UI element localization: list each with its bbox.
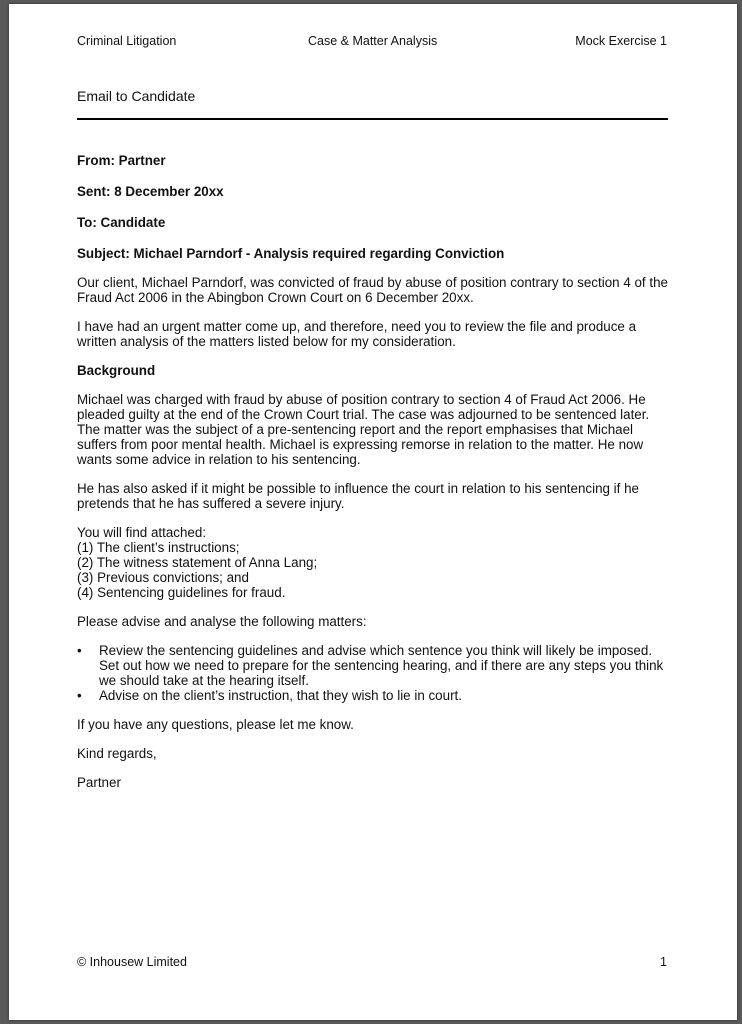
email-subject: Subject: Michael Parndorf - Analysis required regarding Conviction bbox=[77, 246, 505, 261]
header-section: Case & Matter Analysis bbox=[308, 34, 438, 48]
email-body bbox=[77, 153, 669, 790]
background-heading: Background bbox=[77, 363, 156, 378]
attachment-item: (3) Previous convictions; and bbox=[77, 570, 249, 585]
tasks-list bbox=[77, 643, 669, 703]
advise-intro: Please advise and analyse the following matters: bbox=[77, 614, 367, 629]
page-number: 1 bbox=[660, 955, 667, 969]
header-course: Criminal Litigation bbox=[77, 34, 177, 48]
header-divider bbox=[77, 118, 668, 120]
attachment-item: (2) The witness statement of Anna Lang; bbox=[77, 555, 318, 570]
footer-copyright: © Inhousew Limited bbox=[77, 955, 187, 969]
task-item: • Advise on the client’s instruction, that they wish to lie in court. bbox=[77, 688, 669, 703]
document-type-title: Email to Candidate bbox=[77, 88, 196, 104]
regards-line: Kind regards, bbox=[77, 746, 157, 761]
paragraph-injury-question: He has also asked if it might be possible to influence the court in relation to his sentencing if he pretends that he has suffered a severe injury. bbox=[77, 481, 639, 511]
paragraph-background: Michael was charged with fraud by abuse of position contrary to section 4 of Fraud Act 2006. He pleaded guilty at the end of the Crown Court trial. The case was adjourned to be sentenced later. The matter was the subject of a pre-sentencing report and the report emphasises that Michael suffers from poor mental health. Michael is expressing remorse in relation to the matter. He now wants some advice in relation to his sentencing. bbox=[77, 392, 650, 467]
signoff: Partner bbox=[77, 775, 121, 790]
header-exercise: Mock Exercise 1 bbox=[575, 34, 667, 48]
email-sent: Sent: 8 December 20xx bbox=[77, 184, 224, 199]
questions-line: If you have any questions, please let me know. bbox=[77, 717, 354, 732]
paragraph-conviction: Our client, Michael Parndorf, was convicted of fraud by abuse of position contrary to section 4 of the Fraud Act 2006 in the Abingbon Crown Court on 6 December 20xx. bbox=[77, 275, 668, 305]
attachment-item: (1) The client’s instructions; bbox=[77, 540, 240, 555]
paragraph-request: I have had an urgent matter come up, and therefore, need you to review the file and produce a written analysis of the matters listed below for my consideration. bbox=[77, 319, 637, 349]
email-from: From: Partner bbox=[77, 153, 166, 168]
document-page bbox=[9, 4, 737, 1020]
attachments-list bbox=[77, 540, 669, 600]
attachment-item: (4) Sentencing guidelines for fraud. bbox=[77, 585, 286, 600]
task-item: • Review the sentencing guidelines and advise which sentence you think will likely be imposed. Set out how we need to prepare for the sentencing hearing, and if there are any steps you think we should take at the hearing itself. bbox=[77, 643, 669, 688]
attachments-intro: You will find attached: bbox=[77, 525, 207, 540]
email-to: To: Candidate bbox=[77, 215, 166, 230]
